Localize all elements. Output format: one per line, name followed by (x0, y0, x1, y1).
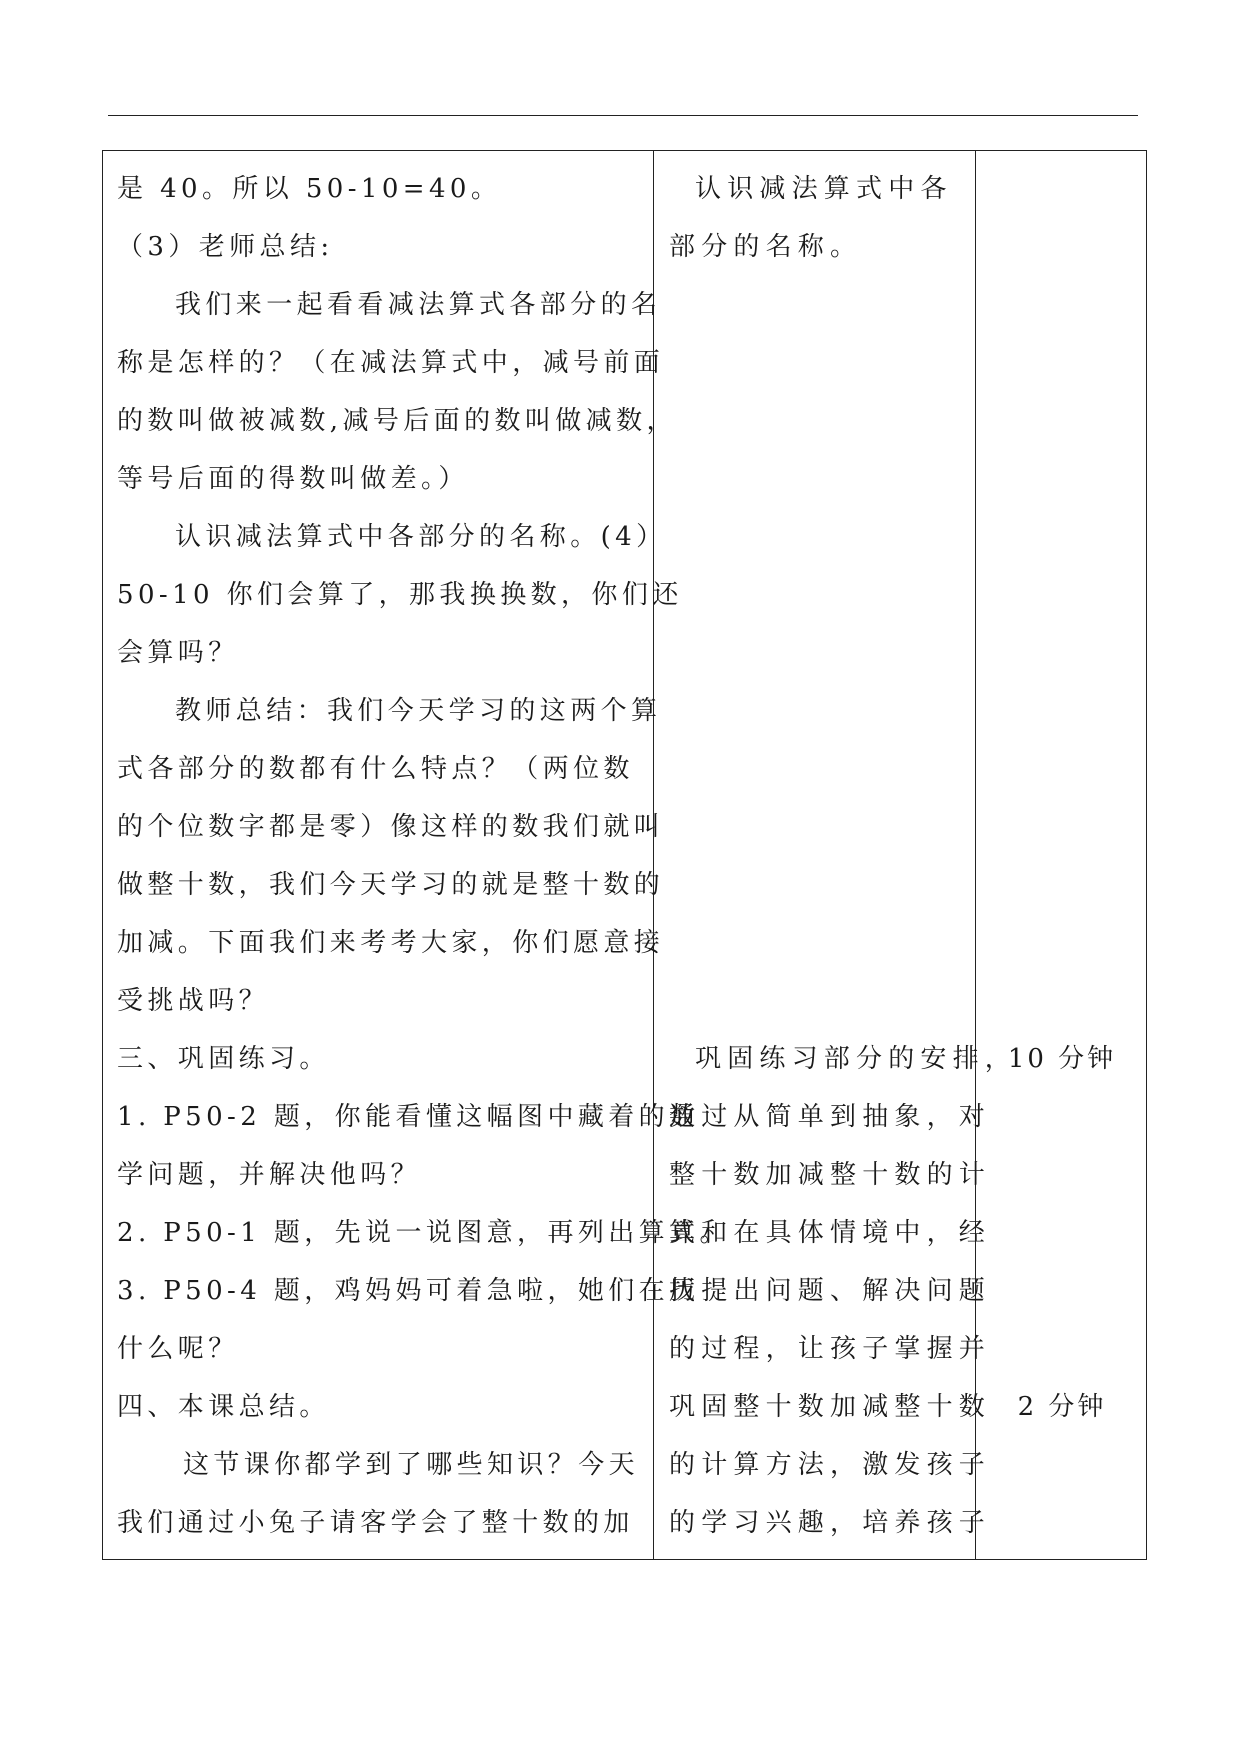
time-allocation: 2 分钟 (1017, 1392, 1107, 1422)
text-line: 等号后面的得数叫做差。） (117, 464, 469, 494)
text-line: 认识减法算式中各部分的名称。(4） (175, 522, 667, 552)
text-line: 1. P50-2 题，你能看懂这幅图中藏着的数 (117, 1102, 700, 1132)
text-line: 巩固练习部分的安排， (695, 1044, 1018, 1074)
text-line: 认识减法算式中各 (695, 174, 953, 204)
text-line: 我们通过小兔子请客学会了整十数的加 (117, 1508, 634, 1538)
text-line: 的计算方法，激发孩子 (669, 1450, 992, 1480)
text-line: 这节课你都学到了哪些知识？今天 (183, 1450, 640, 1480)
time-column (977, 151, 1147, 1559)
text-line: （3）老师总结: (117, 232, 334, 262)
text-line: 部分的名称。 (669, 232, 863, 262)
text-line: 学问题，并解决他吗？ (117, 1160, 422, 1190)
text-line: 受挑战吗？ (117, 986, 270, 1016)
text-line: 做整十数，我们今天学习的就是整十数的 (117, 870, 665, 900)
text-line: 巩固整十数加减整十数 (669, 1392, 992, 1422)
time-allocation: 10 分钟 (1007, 1044, 1117, 1074)
text-line: 通过从简单到抽象，对 (669, 1102, 992, 1132)
text-line: 称是怎样的？（在减法算式中，减号前面 (117, 348, 665, 378)
section-heading: 三、巩固练习。 (117, 1044, 330, 1074)
design-intent-column (655, 151, 1018, 1559)
teaching-process-column (103, 151, 730, 1559)
text-line: 的学习兴趣，培养孩子 (669, 1508, 992, 1538)
header-rule (108, 115, 1138, 116)
text-line: 的数叫做被减数,减号后面的数叫做减数， (117, 406, 677, 436)
text-line: 2. P50-1 题，先说一说图意，再列出算式。 (117, 1218, 730, 1248)
text-line: 算和在具体情境中，经 (669, 1218, 992, 1248)
text-line: 50-10 你们会算了，那我换换数，你们还 (117, 580, 683, 610)
text-line: 我们来一起看看减法算式各部分的名 (175, 290, 662, 320)
section-heading: 四、本课总结。 (117, 1392, 330, 1422)
text-line: 整十数加减整十数的计 (669, 1160, 992, 1190)
text-line: 3. P50-4 题，鸡妈妈可着急啦，她们在找 (117, 1276, 700, 1306)
text-line: 式各部分的数都有什么特点？（两位数 (117, 754, 634, 784)
text-line: 的过程，让孩子掌握并 (669, 1334, 992, 1364)
text-line: 历提出问题、解决问题 (669, 1276, 992, 1306)
text-line: 会算吗？ (117, 638, 239, 668)
lesson-plan-table (102, 150, 1147, 1560)
text-line: 的个位数字都是零）像这样的数我们就叫 (117, 812, 665, 842)
text-line: 是 40。所以 50-10=40。 (117, 174, 502, 204)
text-line: 加减。下面我们来考考大家，你们愿意接 (117, 928, 665, 958)
text-line: 教师总结：我们今天学习的这两个算 (175, 696, 662, 726)
text-line: 什么呢？ (117, 1334, 239, 1364)
